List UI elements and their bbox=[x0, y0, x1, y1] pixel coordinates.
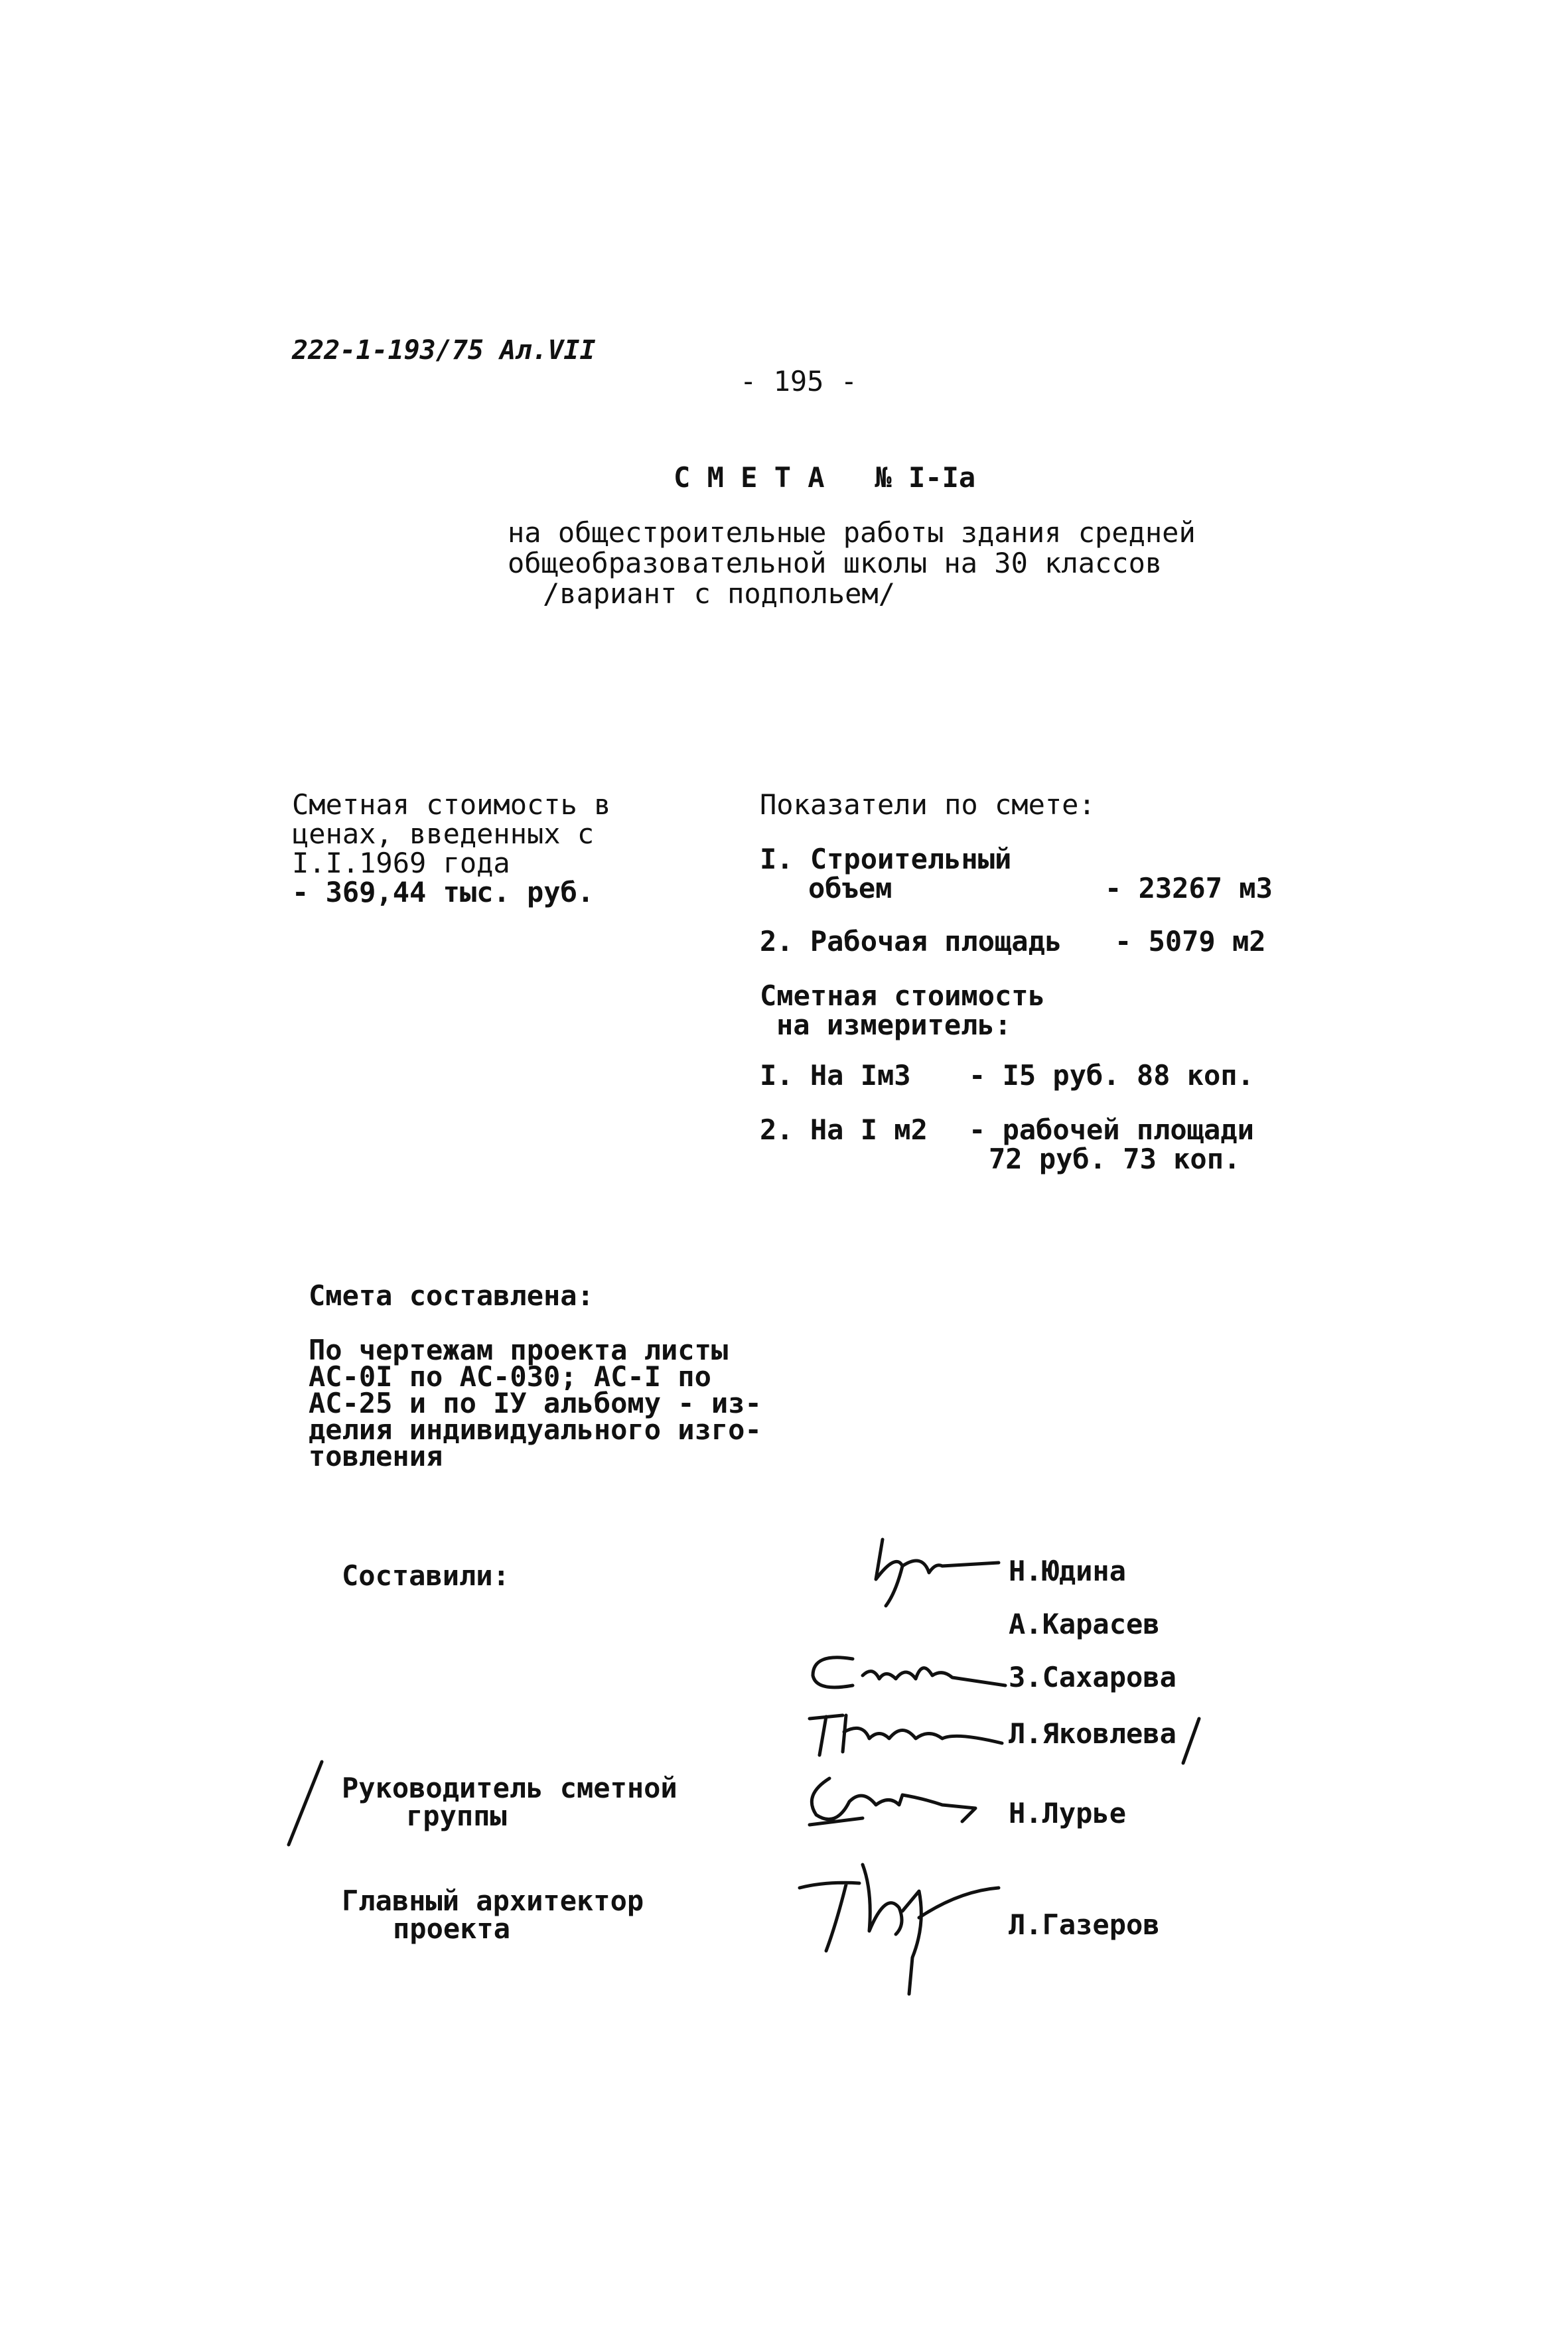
indicator-volume-value: - 23267 м3 bbox=[1105, 872, 1273, 904]
compilers-label: Составили: bbox=[342, 1559, 510, 1592]
title-line-2: общеобразовательной школы на 30 классов bbox=[508, 547, 1163, 579]
unit-cost-heading-1: Сметная стоимость bbox=[760, 979, 1045, 1012]
signatory-name-2: А.Карасев bbox=[1009, 1608, 1160, 1640]
compiled-line-2: АС-0I по АС-030; АС-I по bbox=[309, 1360, 711, 1393]
document-code: 222-1-193/75 Ал.VII bbox=[292, 335, 596, 366]
signature-lurie bbox=[790, 1768, 989, 1841]
indicator-volume-label: I. Строительный bbox=[760, 843, 1012, 875]
cost-line-1: Сметная стоимость в bbox=[292, 788, 611, 821]
signatory-name-4: Л.Яковлева bbox=[1009, 1717, 1176, 1750]
chief-architect-label-2: проекта bbox=[393, 1912, 511, 1945]
indicators-heading: Показатели по смете: bbox=[760, 788, 1096, 821]
unit-cost-m2-value-1: - рабочей площади bbox=[969, 1113, 1254, 1146]
cost-line-3: I.I.1969 года bbox=[292, 847, 510, 879]
page-number: - 195 - bbox=[740, 365, 858, 397]
slash-mark bbox=[1178, 1715, 1204, 1768]
compiled-line-1: По чертежам проекта листы bbox=[309, 1334, 729, 1366]
unit-cost-heading-2: на измеритель: bbox=[776, 1009, 1012, 1041]
unit-cost-m3-label: I. На Iм3 bbox=[760, 1059, 911, 1092]
cost-line-2: ценах, введенных с bbox=[292, 818, 595, 850]
unit-cost-m3-value: - I5 руб. 88 коп. bbox=[969, 1059, 1254, 1092]
signatory-name-5: Н.Лурье bbox=[1009, 1797, 1127, 1829]
unit-cost-m2-value-2: 72 руб. 73 коп. bbox=[989, 1143, 1241, 1175]
unit-cost-m2-label: 2. На I м2 bbox=[760, 1113, 928, 1146]
compiled-line-3: АС-25 и по IУ альбому - из- bbox=[309, 1387, 762, 1419]
group-head-label-1: Руководитель сметной bbox=[342, 1772, 677, 1804]
signature-gazerov bbox=[786, 1851, 1005, 2004]
compiled-heading: Смета составлена: bbox=[309, 1279, 594, 1312]
title-line-3: /вариант с подпольем/ bbox=[543, 577, 896, 610]
signature-sakharova bbox=[800, 1646, 1012, 1705]
signature-yudina bbox=[856, 1526, 1002, 1619]
estimate-title: С М Е Т А № I-Ia bbox=[674, 461, 976, 494]
title-line-1: на общестроительные работы здания средней bbox=[508, 516, 1196, 549]
group-head-label-2: группы bbox=[406, 1800, 507, 1832]
compiled-line-5: товления bbox=[309, 1440, 443, 1472]
slash-mark bbox=[282, 1758, 328, 1851]
cost-total: - 369,44 тыс. руб. bbox=[292, 876, 595, 908]
signatory-name-3: З.Сахарова bbox=[1009, 1661, 1176, 1693]
compiled-line-4: делия индивидуального изго- bbox=[309, 1413, 762, 1446]
indicator-area-value: - 5079 м2 bbox=[1115, 925, 1266, 958]
indicator-volume-label-2: объем bbox=[808, 872, 892, 904]
chief-architect-label-1: Главный архитектор bbox=[342, 1885, 644, 1917]
signatory-name-6: Л.Газеров bbox=[1009, 1908, 1160, 1941]
signature-yakovleva bbox=[796, 1702, 1009, 1762]
signatory-name-1: Н.Юдина bbox=[1009, 1555, 1127, 1587]
indicator-area-label: 2. Рабочая площадь bbox=[760, 925, 1062, 958]
